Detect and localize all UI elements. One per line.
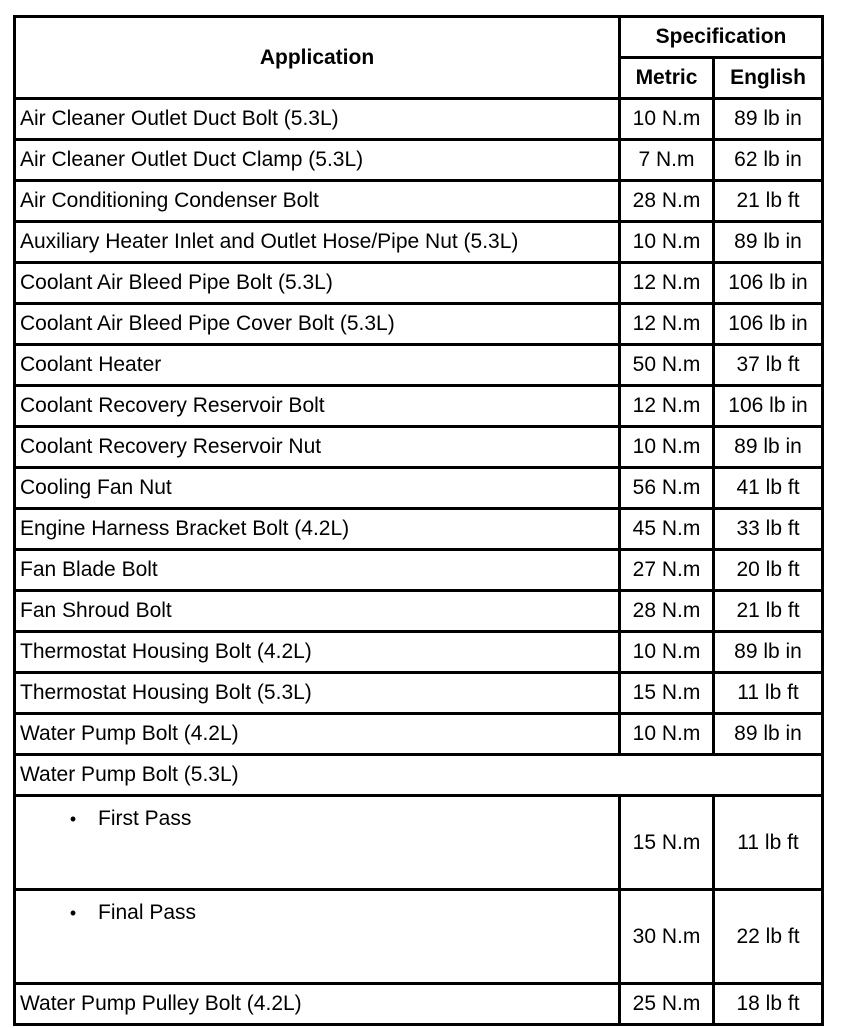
table-row [15, 99, 823, 140]
pass-label-cell [15, 796, 620, 890]
table-row [15, 468, 823, 509]
application-cell: Cooling Fan Nut [15, 468, 620, 509]
application-cell: Coolant Air Bleed Pipe Bolt (5.3L) [15, 263, 620, 304]
english-cell: 11 lb ft [714, 673, 823, 714]
pass-label: First Pass [98, 807, 192, 830]
english-cell: 22 lb ft [714, 890, 823, 984]
application-cell: Air Conditioning Condenser Bolt [15, 181, 620, 222]
application-cell: Thermostat Housing Bolt (4.2L) [15, 632, 620, 673]
english-cell: 106 lb in [714, 386, 823, 427]
table-body [15, 99, 823, 1025]
group-title-cell: Water Pump Bolt (5.3L) [15, 755, 823, 796]
application-cell: Water Pump Bolt (4.2L) [15, 714, 620, 755]
english-cell: 89 lb in [714, 714, 823, 755]
metric-cell: 12 N.m [620, 263, 714, 304]
metric-cell: 7 N.m [620, 140, 714, 181]
metric-cell: 50 N.m [620, 345, 714, 386]
table-row [15, 222, 823, 263]
table-row [15, 140, 823, 181]
pass-label-cell [15, 890, 620, 984]
metric-cell: 10 N.m [620, 222, 714, 263]
table-row [15, 386, 823, 427]
application-cell: Air Cleaner Outlet Duct Clamp (5.3L) [15, 140, 620, 181]
table-row [15, 345, 823, 386]
application-cell: Air Cleaner Outlet Duct Bolt (5.3L) [15, 99, 620, 140]
table-row [15, 509, 823, 550]
table-row [15, 591, 823, 632]
table-row [15, 714, 823, 755]
pass-row [15, 890, 823, 984]
metric-cell: 25 N.m [620, 984, 714, 1025]
english-cell: 62 lb in [714, 140, 823, 181]
metric-cell: 27 N.m [620, 550, 714, 591]
english-cell: 33 lb ft [714, 509, 823, 550]
metric-cell: 10 N.m [620, 427, 714, 468]
metric-header: Metric [620, 58, 714, 99]
application-cell: Coolant Air Bleed Pipe Cover Bolt (5.3L) [15, 304, 620, 345]
metric-cell: 45 N.m [620, 509, 714, 550]
english-cell: 18 lb ft [714, 984, 823, 1025]
application-cell: Fan Blade Bolt [15, 550, 620, 591]
english-cell: 20 lb ft [714, 550, 823, 591]
table-row [15, 304, 823, 345]
english-cell: 89 lb in [714, 632, 823, 673]
english-cell: 21 lb ft [714, 591, 823, 632]
metric-cell: 28 N.m [620, 181, 714, 222]
application-cell: Water Pump Pulley Bolt (4.2L) [15, 984, 620, 1025]
metric-cell: 15 N.m [620, 796, 714, 890]
metric-cell: 30 N.m [620, 890, 714, 984]
english-cell: 106 lb in [714, 263, 823, 304]
metric-cell: 12 N.m [620, 304, 714, 345]
table-row [15, 550, 823, 591]
english-cell: 11 lb ft [714, 796, 823, 890]
application-cell: Auxiliary Heater Inlet and Outlet Hose/Pipe Nut (5.3L) [15, 222, 620, 263]
table-row [15, 632, 823, 673]
bullet-icon: • [69, 809, 77, 829]
english-cell: 106 lb in [714, 304, 823, 345]
english-cell: 37 lb ft [714, 345, 823, 386]
specification-header: Specification [620, 17, 823, 58]
english-cell: 41 lb ft [714, 468, 823, 509]
table-row [15, 673, 823, 714]
english-cell: 89 lb in [714, 427, 823, 468]
metric-cell: 12 N.m [620, 386, 714, 427]
table-row [15, 984, 823, 1025]
table-row [15, 181, 823, 222]
metric-cell: 28 N.m [620, 591, 714, 632]
metric-cell: 10 N.m [620, 99, 714, 140]
pass-label: Final Pass [98, 901, 197, 924]
application-cell: Coolant Heater [15, 345, 620, 386]
application-cell: Thermostat Housing Bolt (5.3L) [15, 673, 620, 714]
group-title-row [15, 755, 823, 796]
pass-row [15, 796, 823, 890]
application-cell: Coolant Recovery Reservoir Nut [15, 427, 620, 468]
torque-spec-table [13, 15, 824, 1026]
application-cell: Engine Harness Bracket Bolt (4.2L) [15, 509, 620, 550]
metric-cell: 10 N.m [620, 714, 714, 755]
metric-cell: 10 N.m [620, 632, 714, 673]
table-row [15, 263, 823, 304]
bullet-icon: • [69, 903, 77, 923]
table-row [15, 427, 823, 468]
english-cell: 89 lb in [714, 99, 823, 140]
application-cell: Fan Shroud Bolt [15, 591, 620, 632]
application-header: Application [15, 17, 620, 99]
english-cell: 89 lb in [714, 222, 823, 263]
english-header: English [714, 58, 823, 99]
metric-cell: 56 N.m [620, 468, 714, 509]
english-cell: 21 lb ft [714, 181, 823, 222]
application-cell: Coolant Recovery Reservoir Bolt [15, 386, 620, 427]
metric-cell: 15 N.m [620, 673, 714, 714]
